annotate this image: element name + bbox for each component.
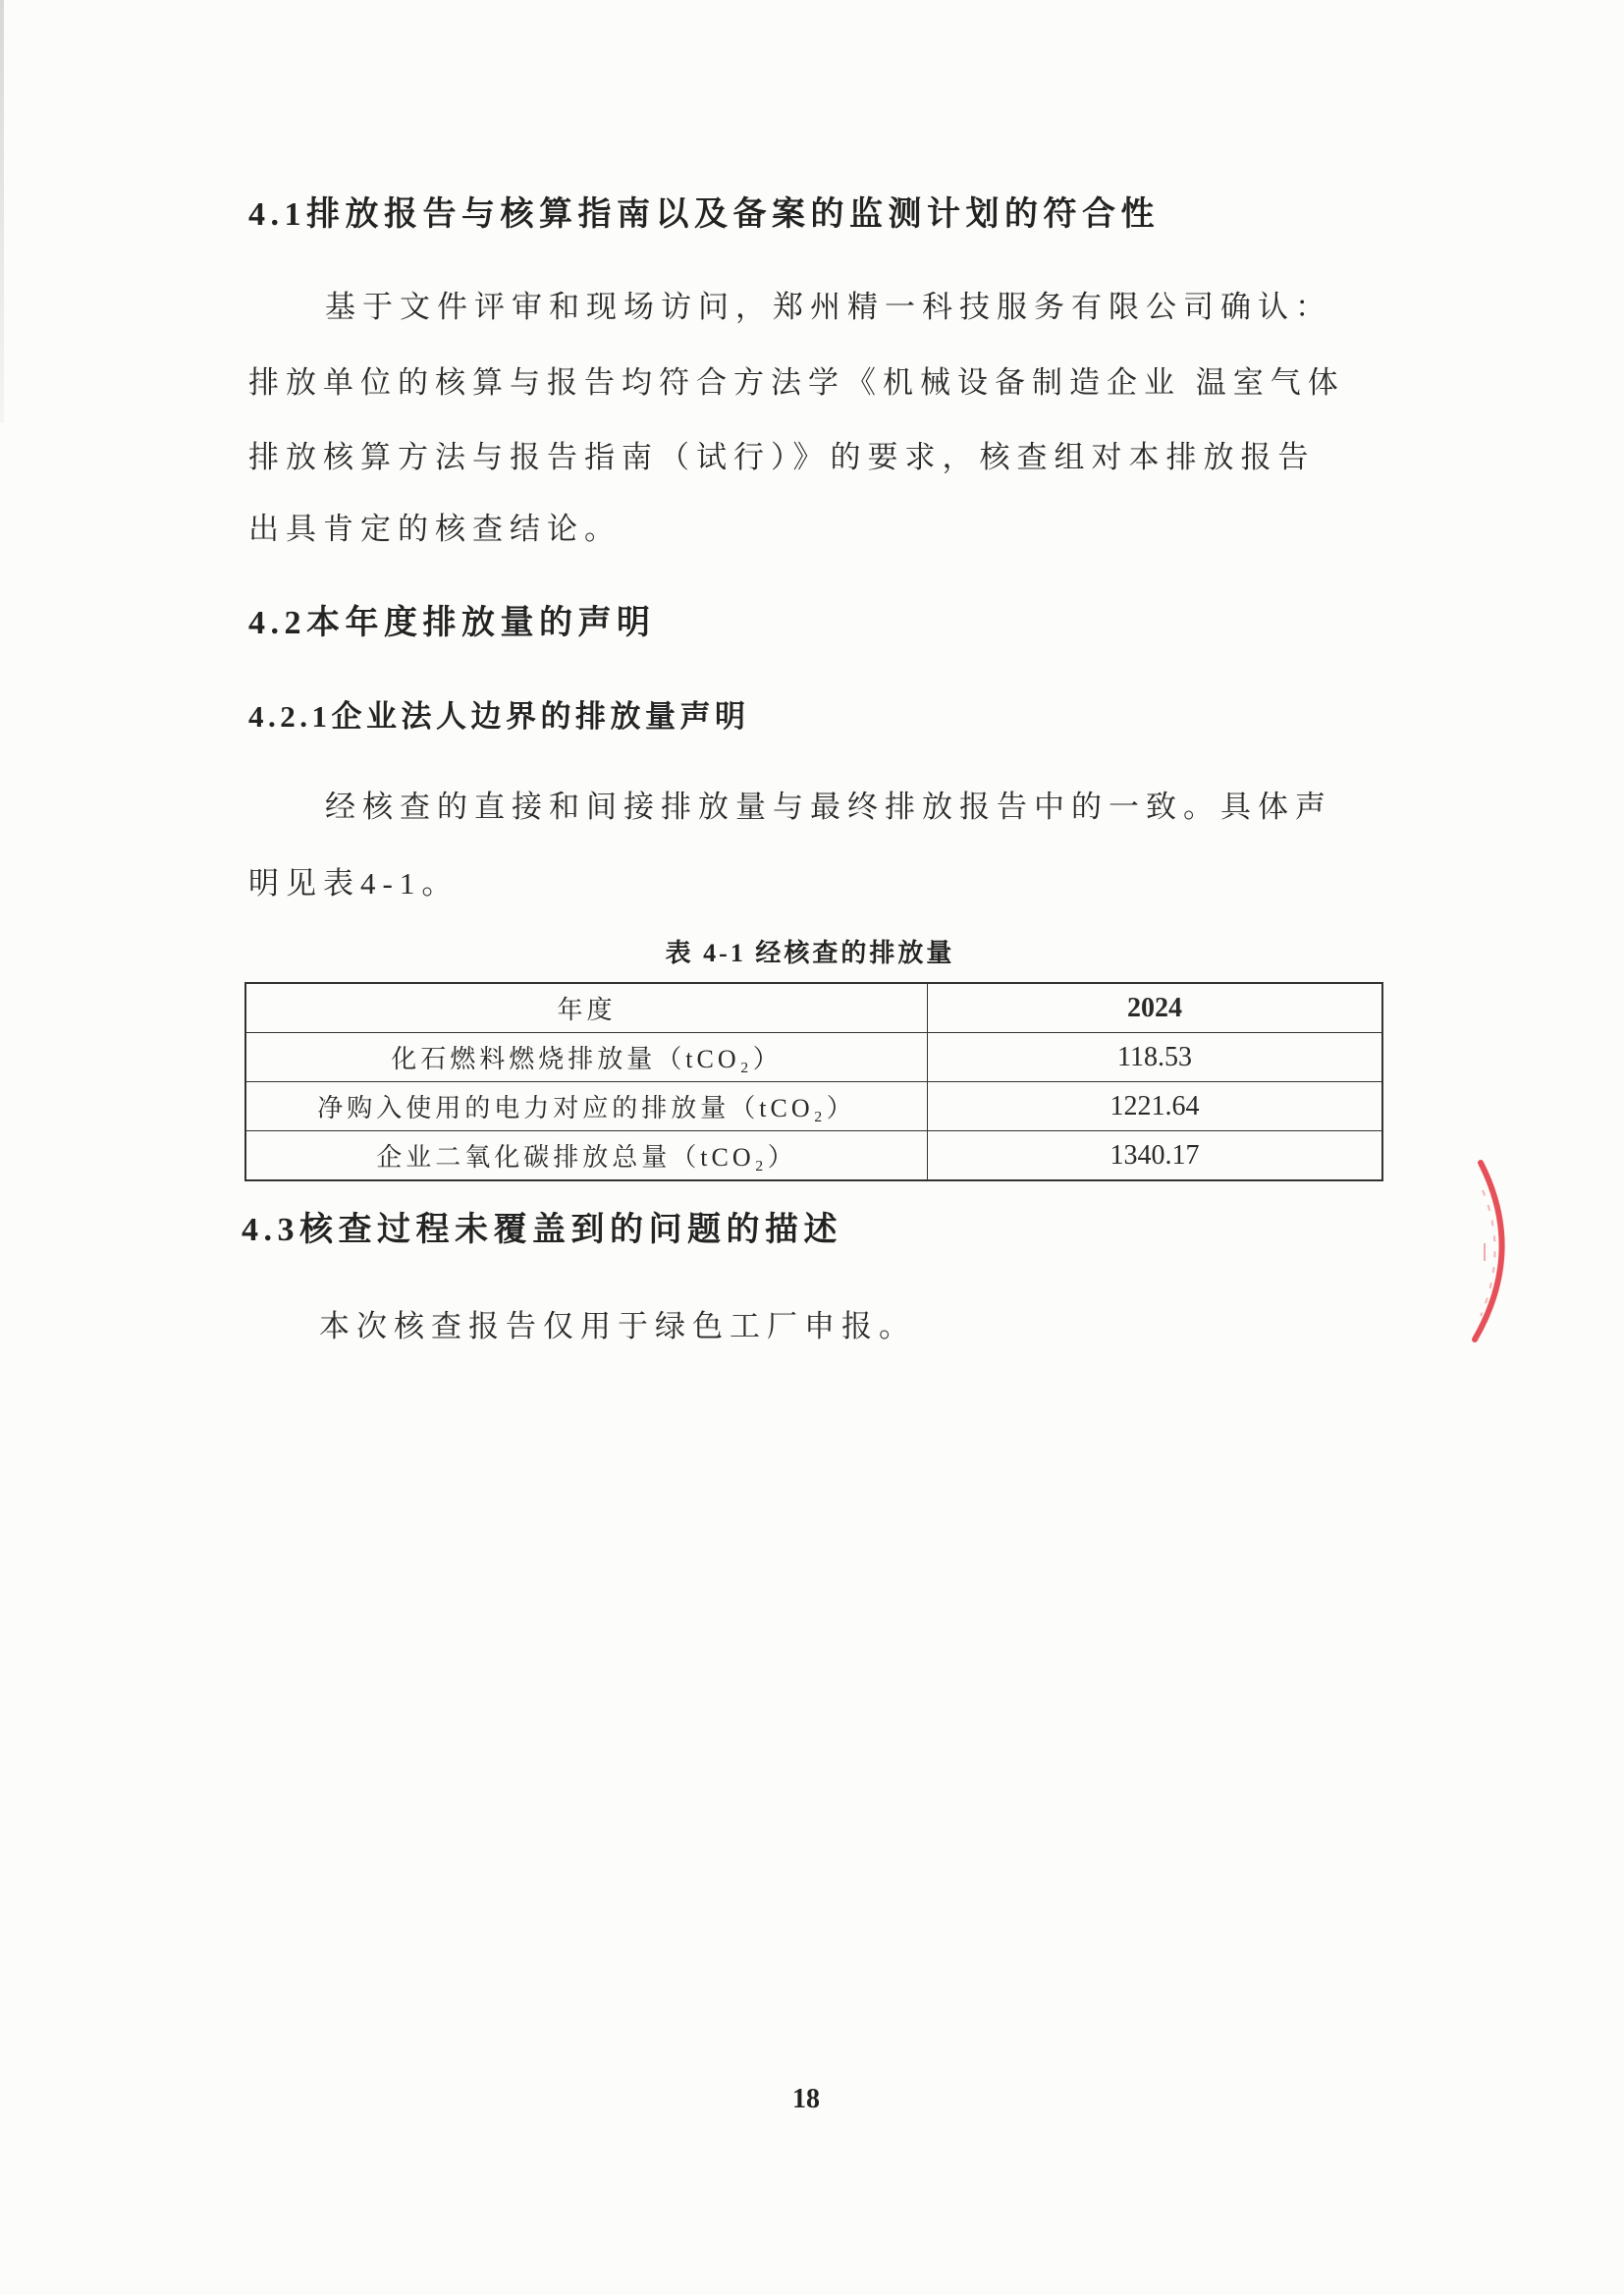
row-label-cell: 净购入使用的电力对应的排放量（tCO₂）: [245, 1082, 928, 1131]
row-label-cell: 企业二氧化碳排放总量（tCO₂）: [245, 1131, 928, 1181]
scan-edge-shadow: [0, 0, 4, 422]
table-row: [245, 1131, 1382, 1181]
paragraph-line: 基于文件评审和现场访问，郑州精一科技服务有限公司确认：: [325, 290, 1332, 324]
row-value-cell: 1340.17: [928, 1131, 1383, 1181]
paragraph-line: 出具肯定的核查结论。: [248, 512, 622, 546]
paragraph-line: 经核查的直接和间接排放量与最终排放报告中的一致。具体声: [325, 790, 1332, 824]
paragraph-line: 排放核算方法与报告指南（试行）》的要求，核查组对本排放报告: [248, 440, 1316, 474]
page-number: 18: [792, 2084, 820, 2114]
row-value-cell: 1221.64: [928, 1082, 1383, 1131]
row-label-cell: 化石燃料燃烧排放量（tCO₂）: [245, 1033, 928, 1082]
header-cell-year-label: 年度: [245, 983, 928, 1033]
subsection-heading-4-2-1: 4.2.1企业法人边界的排放量声明: [248, 699, 750, 734]
paragraph-line: 排放单位的核算与报告均符合方法学《机械设备制造企业 温室气体: [248, 365, 1345, 400]
table-row: [245, 1033, 1382, 1082]
paragraph-line: 本次核查报告仅用于绿色工厂申报。: [319, 1309, 916, 1343]
header-cell-year-value: 2024: [928, 983, 1383, 1033]
table-caption: 表 4-1 经核查的排放量: [665, 939, 955, 967]
row-value-cell: 118.53: [928, 1033, 1383, 1082]
table-header-row: [245, 983, 1382, 1033]
emissions-table: [244, 982, 1383, 1181]
table-row: [245, 1082, 1382, 1131]
seal-stamp-partial: [1461, 1151, 1524, 1351]
seal-arc-outer: [1475, 1163, 1502, 1339]
section-heading-4-3: 4.3核查过程未覆盖到的问题的描述: [242, 1212, 842, 1248]
paragraph-line: 明见表4-1。: [248, 866, 460, 901]
section-heading-4-1: 4.1排放报告与核算指南以及备案的监测计划的符合性: [248, 196, 1160, 233]
section-heading-4-2: 4.2本年度排放量的声明: [248, 605, 656, 641]
